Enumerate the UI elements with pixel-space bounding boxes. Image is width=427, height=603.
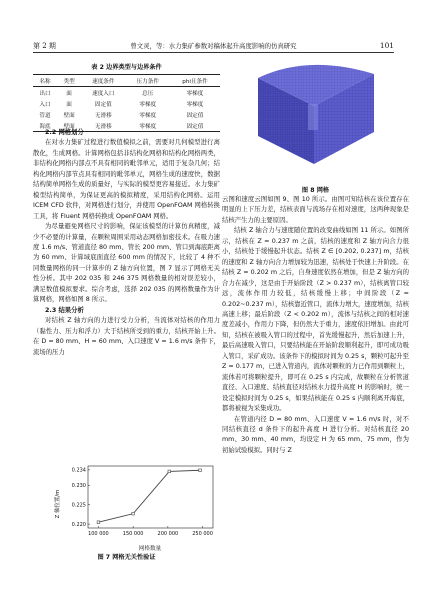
section-heading: 2.2 网格划分 — [45, 129, 84, 136]
table-row — [33, 98, 220, 109]
paragraph: 为尽量避免网格尺寸的影响，保证该模型的计算仿真精度，减少不必要的计算量，在颗粒周围采用动态网格加密技术。在吸力速度 1.6 m/s、管道直径 80 mm、管长 200 mm、管口到海底距离为 60 mm、计算域底面直径 600 mm 的情况下，比较了 4 种不同数量网格的同一计算步的 Z 轴方向位置，图 7 显示了网格无关性分析。其中 202 035 和 246 375 网格数量的相对误差较小，满足数值模拟要求。综合考虑，选择 202 035 的网格数量作为计算网格，网格如图 8 所示。 — [33, 223, 220, 304]
x-tick-label: 200 000 — [157, 531, 179, 537]
table-cell: 零梯度 — [139, 112, 157, 119]
figure-8-mesh-image — [256, 60, 377, 165]
paragraph: 云图和速度云图如图 9、图 10 所示。由图可知结核在该位置存在明显的上下压力差，结核表面与流场存在相对速度，这两种现象是结核产生力的主要原因。 — [222, 196, 409, 224]
table-cell: 管道 — [39, 112, 51, 119]
x-tick-label: 150 000 — [122, 531, 144, 537]
paragraph: 结核 Z 轴合力与速度随位置的改变曲线如图 11 所示。如图所示，结核在 Z = 0.237 m 之前，结核的速度和 Z 轴方向合力很小，结核处于缓慢起升状态。结核 Z ∈ [0.202, 0.237] m，结核的速度和 Z 轴方向合力增加较为迅速，结核处于快速上升阶段。在结核 Z = 0.202 m 之后，自身速度依然在增加，但是 Z 轴方向的合力在减少，这是由于开始阶段（Z > 0.237 m），结核离管口较远，流体作用力较低，结核缓慢上移；中间阶段（Z = 0.202~0.237 m），结核靠近管口，流体力增大，速度增加，结核高速上移；最后阶段（Z < 0.202 m），流体与结核之间的相对速度差减小，作用力下降，但仍然大于重力，速度依旧增加。由此可知，结核在被吸入管口的过程中，首先缓慢起升，然后加速上升，最后高速吸入管口，只要结核能在开始阶段顺利起升，即可成功吸入管口，采矿成功。该条件下的模拟时间为 0.25 s，颗粒可起升至 Z = 0.177 m，已进入管道内，流体对颗粒的力已作用到颗粒上，流体若可将颗粒提升，即可在 0.25 s 内完成，故颗粒在分析管道直径、入口速度、结核直径对结核水力提升高度 H 的影响时，统一设定模拟时间为 0.25 s，如果结核能在 0.25 s 内顺利离开海底，都将被视为采集成功。 — [222, 227, 409, 413]
y-axis-label: Z 轴位置/m — [55, 489, 61, 519]
column-header: phi且条件 — [182, 78, 208, 85]
table-2-caption: 表 2 边界类型与边界条件 — [91, 64, 162, 71]
data-point — [97, 521, 100, 524]
table-cell: 零梯度 — [186, 90, 204, 97]
figure-7-caption: 图 7 网格无关性验证 — [97, 554, 156, 561]
page-number: 101 — [379, 41, 394, 50]
x-tick-label: 250 000 — [192, 531, 213, 537]
table-cell: 固定值 — [186, 123, 204, 130]
table-cell: 无滑移 — [94, 123, 112, 130]
table-cell: 零梯度 — [186, 101, 204, 108]
running-title: 曾文灵，等：水力集矿参数对稿体起升高度影响的仿真研究 — [130, 42, 297, 50]
paragraph: 在管道内径 D = 80 mm、入口速度 V = 1.6 m/s 时，对不同结核直径 d 条件下的起升高度 H 进行分析。对结核直径 20 mm、30 mm、40 mm，均设定 H 为 65 mm、75 mm，作为初始试验模拟。同时与 Z — [222, 415, 409, 454]
table-cell: 壁面 — [63, 123, 75, 130]
table-row — [33, 109, 220, 120]
table-cell: 面 — [66, 101, 72, 108]
plot-frame — [88, 466, 213, 528]
table-row — [33, 87, 220, 99]
table-cell: 面 — [66, 90, 72, 97]
x-tick-label: 100 000 — [88, 531, 109, 537]
table-cell: 海底 — [39, 123, 51, 130]
column-header: 压力条件 — [136, 78, 159, 85]
y-tick-label: 0.234 — [71, 467, 86, 474]
column-header: 类型 — [63, 78, 75, 85]
paragraph: 对结核 Z 轴方向的力进行受力分析，当流体对结核的作用力（黏性力、压力和浮力）大于结核所受到的重力，结核开始上升。在 D = 80 mm、H = 60 mm、入口速度 V = 1.6 m/s 条件下，流场的压力 — [33, 317, 220, 356]
table-cell: 固定值 — [186, 112, 204, 119]
data-point — [168, 470, 171, 473]
table-cell: 壁面 — [63, 112, 75, 119]
table-cell: 速度入口 — [92, 90, 115, 97]
left-column-text — [33, 128, 220, 358]
column-header: 速度条件 — [92, 78, 115, 85]
table-cell: 固定值 — [94, 101, 112, 108]
table-cell: 零梯度 — [139, 101, 157, 108]
x-axis-label: 网格数量 — [138, 546, 162, 552]
data-point — [132, 512, 135, 515]
figure-7-chart — [33, 462, 220, 552]
table-cell: 无滑移 — [94, 112, 112, 119]
y-tick-label: 0.225 — [71, 502, 86, 509]
series-line — [98, 470, 200, 522]
table-cell: 入口 — [39, 101, 51, 108]
section-heading: 2.3 结果分析 — [45, 306, 84, 314]
table-cell: 零梯度 — [139, 123, 157, 130]
column-header: 名称 — [39, 78, 51, 85]
y-tick-label: 0.220 — [71, 521, 86, 528]
issue-label: 第 2 期 — [33, 42, 56, 50]
table-cell: 出口 — [39, 90, 51, 97]
paragraph: 在对水力集矿过程进行数值模拟之前，需要对几何模型进行离散化，生成网格。计算网格包括非结构化网格和结构化网格两类，非结构化网格内部点不具有相同的毗邻单元，适用于复杂几何；结构化网格内部节点具有相同的毗邻单元，网格生成的速度快，数据结构简单网格生成的质量好，与实际的模型更容易接近。水力集矿模型结构简单，为保证更高的模拟精度，采用结构化网格。运用 ICEM CFD 软件，对网格进行划分，并使用 OpenFOAM 网格转换工具，将 Fluent 网格转换成 OpenFOAM 网格。 — [33, 139, 220, 220]
data-point — [199, 469, 202, 472]
y-tick-label: 0.230 — [71, 483, 86, 490]
running-header — [33, 40, 394, 53]
mesh-pipe — [308, 104, 318, 130]
table-header-row — [33, 75, 220, 87]
boundary-table — [33, 74, 220, 132]
figure-8-caption: 图 8 网格 — [301, 187, 330, 194]
plot-area — [72, 466, 213, 537]
right-column-text — [222, 195, 409, 456]
table-cell: 总压 — [142, 90, 154, 97]
